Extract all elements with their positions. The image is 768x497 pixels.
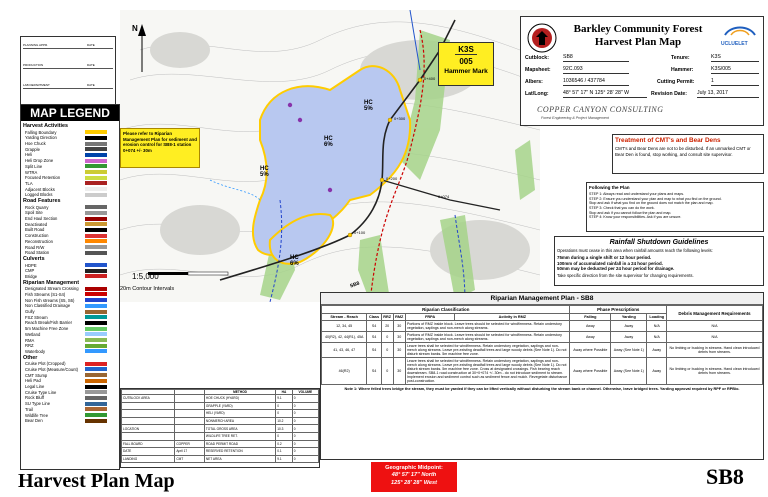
zone-label-1: HC 6%	[324, 136, 333, 148]
legend-symbol-icon	[85, 164, 107, 168]
rainfall-rules: 75mm during a single shift or 12 hour period. 100mm of accumulated rainfall in a 24 hour period. 50mm may be deducted per 24 hour period for drainage.	[557, 255, 675, 272]
legend-symbol-icon	[85, 217, 107, 221]
summary-cell: 0	[292, 425, 318, 433]
summary-cell: 0.1	[276, 448, 293, 456]
rmp-column-header: Class	[367, 314, 381, 321]
legend-symbol-icon	[85, 222, 107, 226]
step-item: STEP 2: Ensure you understand your plan and map to what you find on the ground.	[589, 196, 722, 201]
legend-heading: Riparian Management	[23, 279, 80, 286]
rmp-cell: No limbing or bucking in streams. Hand clean introduced debris from streams.	[667, 358, 763, 385]
road-label-0400: 0+400	[424, 76, 436, 81]
legend-item: Cruise Type Line	[25, 389, 57, 395]
legend-heading: Other	[23, 354, 38, 361]
summary-header: VOLUME	[292, 390, 318, 395]
rmp-body	[322, 321, 763, 385]
summary-row	[122, 440, 319, 448]
legend-symbol-icon	[85, 239, 107, 243]
legend-symbol-icon	[85, 159, 107, 163]
rmp-cell: 30	[393, 358, 405, 385]
summary-row	[122, 417, 319, 425]
legend-symbol-icon	[85, 142, 107, 146]
rmp-note: Note 1: Where felled trees bridge the stream, they must be yarded if they can be lifted vertically without disturbing the stream bank or channel. Otherwise, leave bridged trees. Yarding approval required by RPF or RPBio.	[344, 387, 740, 391]
rmp-row	[322, 358, 763, 385]
rmp-row	[322, 321, 763, 332]
rmp-cell: S4	[367, 321, 381, 332]
summary-cell	[122, 432, 175, 440]
legend-symbol-icon	[85, 153, 107, 157]
summary-cell: 9.1	[276, 455, 293, 463]
legend-item: CMP	[25, 268, 35, 274]
rainfall-guidelines: Rainfall Shutdown Guidelines Operations must cease in this area when rainfall amounts reach the following levels: 75mm during a single shift or 12 hour period. 100mm of accumulated rainfall in a 24 hour period. 50mm may be deducted per 24 hour period for drainage. Take specific direction from the site supervisor for changing requirements.	[554, 236, 764, 286]
map-legend	[20, 104, 120, 470]
ucluelet-logo-icon	[723, 23, 757, 39]
rmp-cell: S4	[367, 343, 381, 358]
rmp-cell: Portions of RMZ inside block. Leave trees should be selected for windfirmness. Retain understory vegetation, saplings and non-merch along streams.	[405, 321, 570, 332]
rmp-column-header: RMZ	[393, 314, 405, 321]
summary-cell: 0	[292, 410, 318, 418]
summary-row	[122, 402, 319, 410]
rmp-cell: Away	[647, 343, 667, 358]
legend-item: Non Fish streams (S5, S6)	[25, 297, 75, 303]
signature-block	[20, 36, 116, 114]
legend-item: Yarding Direction	[25, 135, 57, 141]
legend-symbol-icon	[85, 407, 107, 411]
cmt-note-body: CMT's and Bear Dens are not to be disturbed. If an unmarked CMT or Bear Den is found, stop working, and consult site supervisor.	[615, 146, 751, 157]
summary-cell: FALL BOARD	[122, 440, 175, 448]
legend-symbol-icon	[85, 373, 107, 377]
summary-cell: 0	[292, 402, 318, 410]
map-scale: 1:5,000	[132, 272, 159, 281]
rmp-cell: Away where Possible	[570, 358, 611, 385]
summary-cell: TOTAL GROSS AREA	[204, 425, 275, 433]
summary-row	[122, 455, 319, 463]
rmp-column-header: Stream - Reach	[322, 314, 367, 321]
legend-item: Heli Drop Zone	[25, 158, 54, 164]
rmp-cell: Leave trees shall be selected for windfirmness. Retain understory vegetation, saplings and non-merch along streams. Leave pre-existing deadfall trees and large woody debris (See Note 1). Do not disturb stream banks. 5m machine free zone.	[405, 343, 570, 358]
rmp-column-header: Loading	[647, 314, 667, 321]
summary-row	[122, 425, 319, 433]
legend-item: RMA	[25, 337, 35, 343]
summary-cell	[122, 410, 175, 418]
summary-cell: 0.2	[276, 440, 293, 448]
field-cutting-permit: 1	[711, 78, 759, 86]
summary-cell: 10.2	[276, 417, 293, 425]
summary-cell: NET AREA	[204, 455, 275, 463]
summary-row	[122, 432, 319, 440]
map-callout: Please refer to Riparian Management Plan for sediment and erosion control for SB8-1 station 0+074 +/- 30m	[120, 128, 200, 168]
summary-cell: CMT	[175, 455, 205, 463]
summary-cell	[175, 425, 205, 433]
summary-cell: GRAPPLE (YARD)	[204, 402, 275, 410]
legend-symbol-icon	[85, 362, 107, 366]
summary-cell	[175, 410, 205, 418]
legend-symbol-icon	[85, 287, 107, 291]
road-label-0300: 0+300	[394, 116, 406, 121]
summary-cell: RESERVED RETENTION	[204, 448, 275, 456]
north-label: N	[132, 24, 138, 33]
legend-item: WTRA	[25, 169, 38, 175]
rmp-cell: 41, 43, 46, 47	[322, 343, 367, 358]
rmp-column-header: Falling	[570, 314, 611, 321]
legend-symbol-icon	[85, 321, 107, 325]
rmp-row	[322, 332, 763, 343]
legend-symbol-icon	[85, 390, 107, 394]
legend-item: SU Type Line	[25, 401, 51, 407]
legend-item: Wildlife Tree	[25, 412, 49, 418]
rmp-cell: Away (See Note 1)	[611, 358, 647, 385]
legend-item: Grapple	[25, 146, 40, 152]
field-revision-date: July 13, 2017	[697, 90, 759, 98]
step-item: Stop and ask if you cannot follow the plan and map.	[589, 210, 672, 215]
rmp-cell: Away	[611, 332, 647, 343]
footer-title: Harvest Plan Map	[18, 470, 175, 492]
road-label-0100: 0+100	[354, 230, 366, 235]
ucluelet-text: UCLUELET	[721, 41, 748, 47]
legend-item: Bridge	[25, 273, 38, 279]
geographic-midpoint: Geographic Midpoint: 48° 57' 17" North 125° 28' 28" West	[371, 462, 457, 492]
legend-symbol-icon	[85, 379, 107, 383]
legend-symbol-icon	[85, 170, 107, 174]
company-sub: Forest Engineering & Project Management	[541, 116, 609, 120]
field-mapsheet: 92C.093	[563, 66, 629, 74]
rmp-cell: 30	[393, 343, 405, 358]
rmp-cell: S4	[367, 358, 381, 385]
step-item: Stop and ask if what you find on the ground does not match the plan and map.	[589, 201, 714, 206]
legend-item: Road Station	[25, 250, 50, 256]
legend-item: CMT Stump	[25, 372, 48, 378]
legend-symbol-icon	[85, 332, 107, 336]
summary-cell: CUTBLOCK AREA	[122, 395, 175, 403]
legend-symbol-icon	[85, 292, 107, 296]
legend-item: Waterbody	[25, 348, 46, 354]
rmp-cell: N/A	[667, 332, 763, 343]
legend-symbol-icon	[85, 251, 107, 255]
rmp-column-header: Yarding	[611, 314, 647, 321]
legend-symbol-icon	[85, 367, 107, 371]
legend-symbol-icon	[85, 413, 107, 417]
sig-row-planning: PLANNING APPR. DATE	[23, 39, 113, 49]
rmp-cell: Away where Possible	[570, 343, 611, 358]
legend-symbol-icon	[85, 205, 107, 209]
legend-symbol-icon	[85, 245, 107, 249]
legend-item: Falling Boundary	[25, 129, 57, 135]
rmp-row	[322, 343, 763, 358]
summary-cell: LANDING	[122, 455, 175, 463]
hammer-number: 005	[459, 57, 473, 66]
legend-symbol-icon	[85, 269, 107, 273]
summary-cell: COPPER	[175, 440, 205, 448]
rmp-cell: 40(R2), 42, 44(R1), 45A	[322, 332, 367, 343]
summary-row	[122, 410, 319, 418]
legend-item: Split Line	[25, 163, 43, 169]
legend-symbol-icon	[85, 193, 107, 197]
field-tenure: K3S	[711, 54, 759, 62]
legend-symbol-icon	[85, 181, 107, 185]
rmp-cell: N/A	[647, 321, 667, 332]
legend-symbol-icon	[85, 419, 107, 423]
rmp-cell: Leave trees shall be selected for windfirmness. Retain understory vegetation, saplings and non-merch along streams. Leave pre-existing deadfall trees and large woody debris (See Note 1). Do not disturb stream banks. 5m machine free zone. Cross at designated crossings. Fish bearing reach downstream. SB8-1 road construction at 30+0+074 +/- 30m - do not introduce sediment to stream. Implement erosion and sediment control such as sediment fence and mulch. Revegetate disturbance post-construction.	[405, 358, 570, 385]
legend-heading: Road Features	[23, 198, 61, 204]
summary-cell: 9.1	[276, 395, 293, 403]
rmp-column-header: RRZ	[381, 314, 393, 321]
legend-symbol-icon	[85, 402, 107, 406]
summary-cell: 10.3	[276, 425, 293, 433]
legend-heading: Harvest Activities	[23, 123, 69, 129]
rmp-cell: 12, 34, 45	[322, 321, 367, 332]
rmp-cell: 0	[381, 343, 393, 358]
legend-symbol-icon	[85, 298, 107, 302]
rmp-cell: 30	[393, 321, 405, 332]
block-summary	[120, 388, 320, 468]
road-label-sb8: SB8	[349, 280, 361, 290]
legend-item: FSZ Stream	[25, 314, 48, 320]
title-line-1: Barkley Community Forest	[573, 23, 703, 35]
summary-cell: 0	[276, 402, 293, 410]
hammer-block: K3S	[455, 45, 477, 55]
legend-symbol-icon	[85, 385, 107, 389]
rmp-cell: 30	[393, 332, 405, 343]
cmt-note-title: Treatment of CMT's and Bear Dens	[615, 137, 721, 144]
legend-item: Focused Retention	[25, 175, 61, 181]
sig-row-production: PRODUCTION DATE	[23, 59, 113, 69]
step-item: STEP 1: Always read and understand your plans and maps.	[589, 192, 685, 196]
legend-symbol-icon	[85, 234, 107, 238]
summary-cell: WILDLIFE TREE RET.	[204, 432, 275, 440]
legend-item: Heli	[25, 152, 33, 158]
legend-item: Gully	[25, 309, 35, 314]
road-label-0200: 0+200	[386, 176, 398, 181]
summary-cell: NONMERCH AREA	[204, 417, 275, 425]
legend-item: Construction	[25, 233, 49, 239]
legend-heading: Culverts	[23, 255, 45, 262]
road-label-0074: 0+074	[438, 194, 450, 199]
legend-symbol-icon	[85, 310, 107, 314]
legend-item: Rock Bluff	[25, 395, 45, 401]
contour-note: 20m Contour Intervals	[120, 286, 175, 292]
field-hammer: K3S/005	[711, 66, 759, 74]
summary-header: HA	[276, 390, 293, 395]
summary-cell	[175, 402, 205, 410]
rmp-cell: Away	[570, 332, 611, 343]
legend-item: TLA	[25, 180, 33, 186]
geo-lon: 125° 28' 28" West	[391, 479, 437, 486]
legend-symbol-icon	[85, 147, 107, 151]
legend-symbol-icon	[85, 130, 107, 134]
zone-label-3: HC 5%	[260, 166, 269, 178]
cmt-note	[612, 134, 764, 174]
legend-item: Logged Blocks	[25, 192, 53, 198]
legend-item: End Haul Section	[25, 216, 58, 221]
field-latlong: 48° 57' 17" N 125° 28' 28" W	[563, 90, 647, 98]
legend-item: Wetland	[25, 331, 41, 337]
summary-cell: 0	[292, 417, 318, 425]
rmp-cell: 0	[381, 332, 393, 343]
rainfall-title: Rainfall Shutdown Guidelines	[609, 239, 709, 246]
legend-symbol-icon	[85, 211, 107, 215]
hammer-footer: Hammer Mark	[444, 68, 488, 75]
legend-symbol-icon	[85, 315, 107, 319]
rmp-cell: Away	[647, 358, 667, 385]
legend-item: Trail	[25, 406, 33, 412]
hammer-mark-box	[438, 42, 494, 86]
legend-item: Fish Streams (S1-S4)	[25, 291, 66, 297]
legend-symbol-icon	[85, 136, 107, 140]
rmp-title: Riparian Management Plan - SB8	[321, 293, 763, 305]
summary-cell	[122, 417, 175, 425]
summary-cell	[175, 432, 205, 440]
rmp-table: Riparian Classification Phase Prescriptions Debris Management Requirements Stream - Reach Class RRZ RMZ FRPA Activity in RMZ Falling Yarding Loading 12, 34, 45 S4 20 30 Portions of RMZ inside block. Leave trees should be selected for windfirmness. Retain understory vegetation, saplings and non-merch along streams. Away Away N/A N/A 40(R2), 42, 44(R1), 45A S4 0 30 Portions of RMZ inside block. Leave trees should be selected for windfirmness. Retain understory vegetation, saplings and non-merch along streams. Away Away N/A N/A 41, 43, 46, 47 S4 0 30 Leave trees shall be selected for windfirmness. Retain understory vegetation, saplings and non-merch along streams. Leave pre-existing deadfall trees and large woody debris (See Note 1). Do not disturb stream banks. 5m machine free zone. Away where Possible Away (See Note 1) Away No limbing or bucking in streams. Hand clean introduced debris from streams. 46(R2) S4 0 30 Leave trees shall be selected for windfirmness. Retain understory vegetation, saplings and non-merch along streams. Leave pre-existing deadfall trees and large woody debris (See Note 1). Do not disturb stream banks. 5m machine free zone. Cross at designated crossings. Fish bearing reach downstream. SB8-1 road construction at 30+0+074 +/- 30m - do not introduce sediment to stream. Implement erosion and sediment control such as sediment fence and mulch. Revegetate disturbance post-construction. Away where Possible Away (See Note 1) Away No limbing or bucking in streams. Hand clean introduced debris from streams.	[321, 305, 763, 385]
legend-item: Non Classified Drainage	[25, 303, 71, 309]
summary-cell	[122, 402, 175, 410]
legend-item: Legal Line	[25, 384, 45, 389]
legend-symbol-icon	[85, 176, 107, 180]
rmp-cell: N/A	[647, 332, 667, 343]
rmp-cell: S4	[367, 332, 381, 343]
rmp-column-header: Activity in RMZ	[455, 314, 570, 321]
summary-cell: 0	[292, 432, 318, 440]
riparian-management-plan	[320, 292, 764, 460]
footer-code: SB8	[706, 464, 744, 489]
summary-cell: 0	[276, 432, 293, 440]
rmp-cell: Portions of RMZ inside block. Leave trees should be selected for windfirmness. Retain understory vegetation, saplings and non-merch along streams.	[405, 332, 570, 343]
summary-cell: DATE	[122, 448, 175, 456]
company-name: COPPER CANYON CONSULTING	[537, 105, 664, 114]
legend-symbol-icon	[85, 274, 107, 278]
legend-symbol-icon	[85, 263, 107, 267]
legend-symbol-icon	[85, 327, 107, 331]
steps-list	[589, 192, 761, 220]
rmp-cell: 20	[381, 321, 393, 332]
step-item: STEP 3: Check that you can do the work.	[589, 206, 655, 211]
legend-item: Built Road	[25, 227, 45, 233]
block-summary-table	[121, 389, 319, 463]
legend-item: 5m Machine Free Zone	[25, 326, 69, 332]
legend-item: Designated Stream Crossing	[25, 286, 79, 292]
summary-cell: 0	[292, 455, 318, 463]
legend-item: Cruise Plot (Cropped)	[25, 361, 66, 367]
legend-item: Heli Pad	[25, 378, 41, 384]
legend-item: Cruise Plot (Measure/Count)	[25, 366, 79, 372]
forest-logo-icon	[527, 23, 557, 53]
legend-symbol-icon	[85, 344, 107, 348]
summary-row	[122, 448, 319, 456]
step-item: STEP 4: Know your responsibilities. Ask if you are unsure.	[589, 215, 682, 220]
legend-symbol-icon	[85, 396, 107, 400]
legend-symbol-icon	[85, 228, 107, 232]
legend-item: Bear Den	[25, 418, 43, 424]
field-albers: 1036546 / 437784	[563, 78, 629, 86]
legend-symbol-icon	[85, 187, 107, 191]
summary-cell: HELI (YARD)	[204, 410, 275, 418]
legend-symbol-icon	[85, 349, 107, 353]
steps-note: Following the Plan STEP 1: Always read and understand your plans and maps. STEP 2: Ensure you understand your plan and map to what you find on the ground. Stop and ask if what you find on the ground does not match the plan and map. STEP 3: Check that you can do the work. Stop and ask if you cannot follow the plan and map. STEP 4: Know your responsibilities. Ask if you are unsure.	[586, 182, 764, 232]
summary-row	[122, 395, 319, 403]
rmp-cell: No limbing or bucking in streams. Hand clean introduced debris from streams.	[667, 343, 763, 358]
summary-cell: LOCATION	[122, 425, 175, 433]
legend-symbol-icon	[85, 304, 107, 308]
legend-item: Hoe Chuck	[25, 141, 46, 146]
rmp-cell: Away	[570, 321, 611, 332]
legend-symbol-icon	[85, 338, 107, 342]
summary-cell: 0	[276, 410, 293, 418]
sig-row-lab: LAB DEPARTMENT DATE	[23, 79, 113, 89]
rmp-cell: 46(R2)	[322, 358, 367, 385]
legend-item: Reach Break/Fish Barrier	[25, 320, 73, 326]
legend-item: Road R/W	[25, 244, 45, 250]
rmp-cell: N/A	[667, 321, 763, 332]
summary-cell	[175, 395, 205, 403]
rmp-column-header: FRPA	[405, 314, 454, 321]
legend-item: Deactivated	[25, 221, 48, 227]
title-block: Barkley Community Forest Harvest Plan Map UCLUELET Cutblock: SB8 Mapsheet: 92C.093 Albers: 1036546 / 437784 Lat/Long: 48° 57' 17" N 125° 28' 28" W Tenure: K3S Hammer: K3S/005 Cutting Permit: 1 Revision Date: July 13, 2017 COPPER CANYON CONSULTING Forest Engineering & Project Management	[520, 16, 764, 126]
rmp-cell: Away	[611, 321, 647, 332]
summary-cell: ROAD PERMIT ROAD	[204, 440, 275, 448]
zone-label-4: HC 6%	[290, 255, 299, 267]
rmp-cell: 0	[381, 358, 393, 385]
legend-item: RRZ	[25, 343, 34, 349]
legend-item: Adjacent Blocks	[25, 186, 55, 192]
title-line-2: Harvest Plan Map	[594, 36, 682, 48]
legend-title: MAP LEGEND	[21, 105, 119, 121]
summary-cell	[175, 417, 205, 425]
legend-item: Spoil Site	[25, 210, 43, 216]
legend-item: HDPE	[25, 262, 37, 268]
summary-cell: 0	[292, 448, 318, 456]
field-cutblock: SB8	[563, 54, 629, 62]
summary-header: METHOD	[204, 390, 275, 395]
summary-cell: April 17	[175, 448, 205, 456]
scale-bar	[148, 272, 228, 275]
summary-cell: 0	[292, 395, 318, 403]
summary-cell: 0	[292, 440, 318, 448]
zone-label-2: HC 5%	[364, 100, 373, 112]
summary-cell: HOE CHUCK (HYARD)	[204, 395, 275, 403]
geo-lat: 48° 57' 17" North	[391, 472, 437, 479]
rmp-cell: Away (See Note 1)	[611, 343, 647, 358]
legend-item: Rock Quarry	[25, 204, 49, 210]
legend-item: Reconstruction	[25, 238, 53, 244]
